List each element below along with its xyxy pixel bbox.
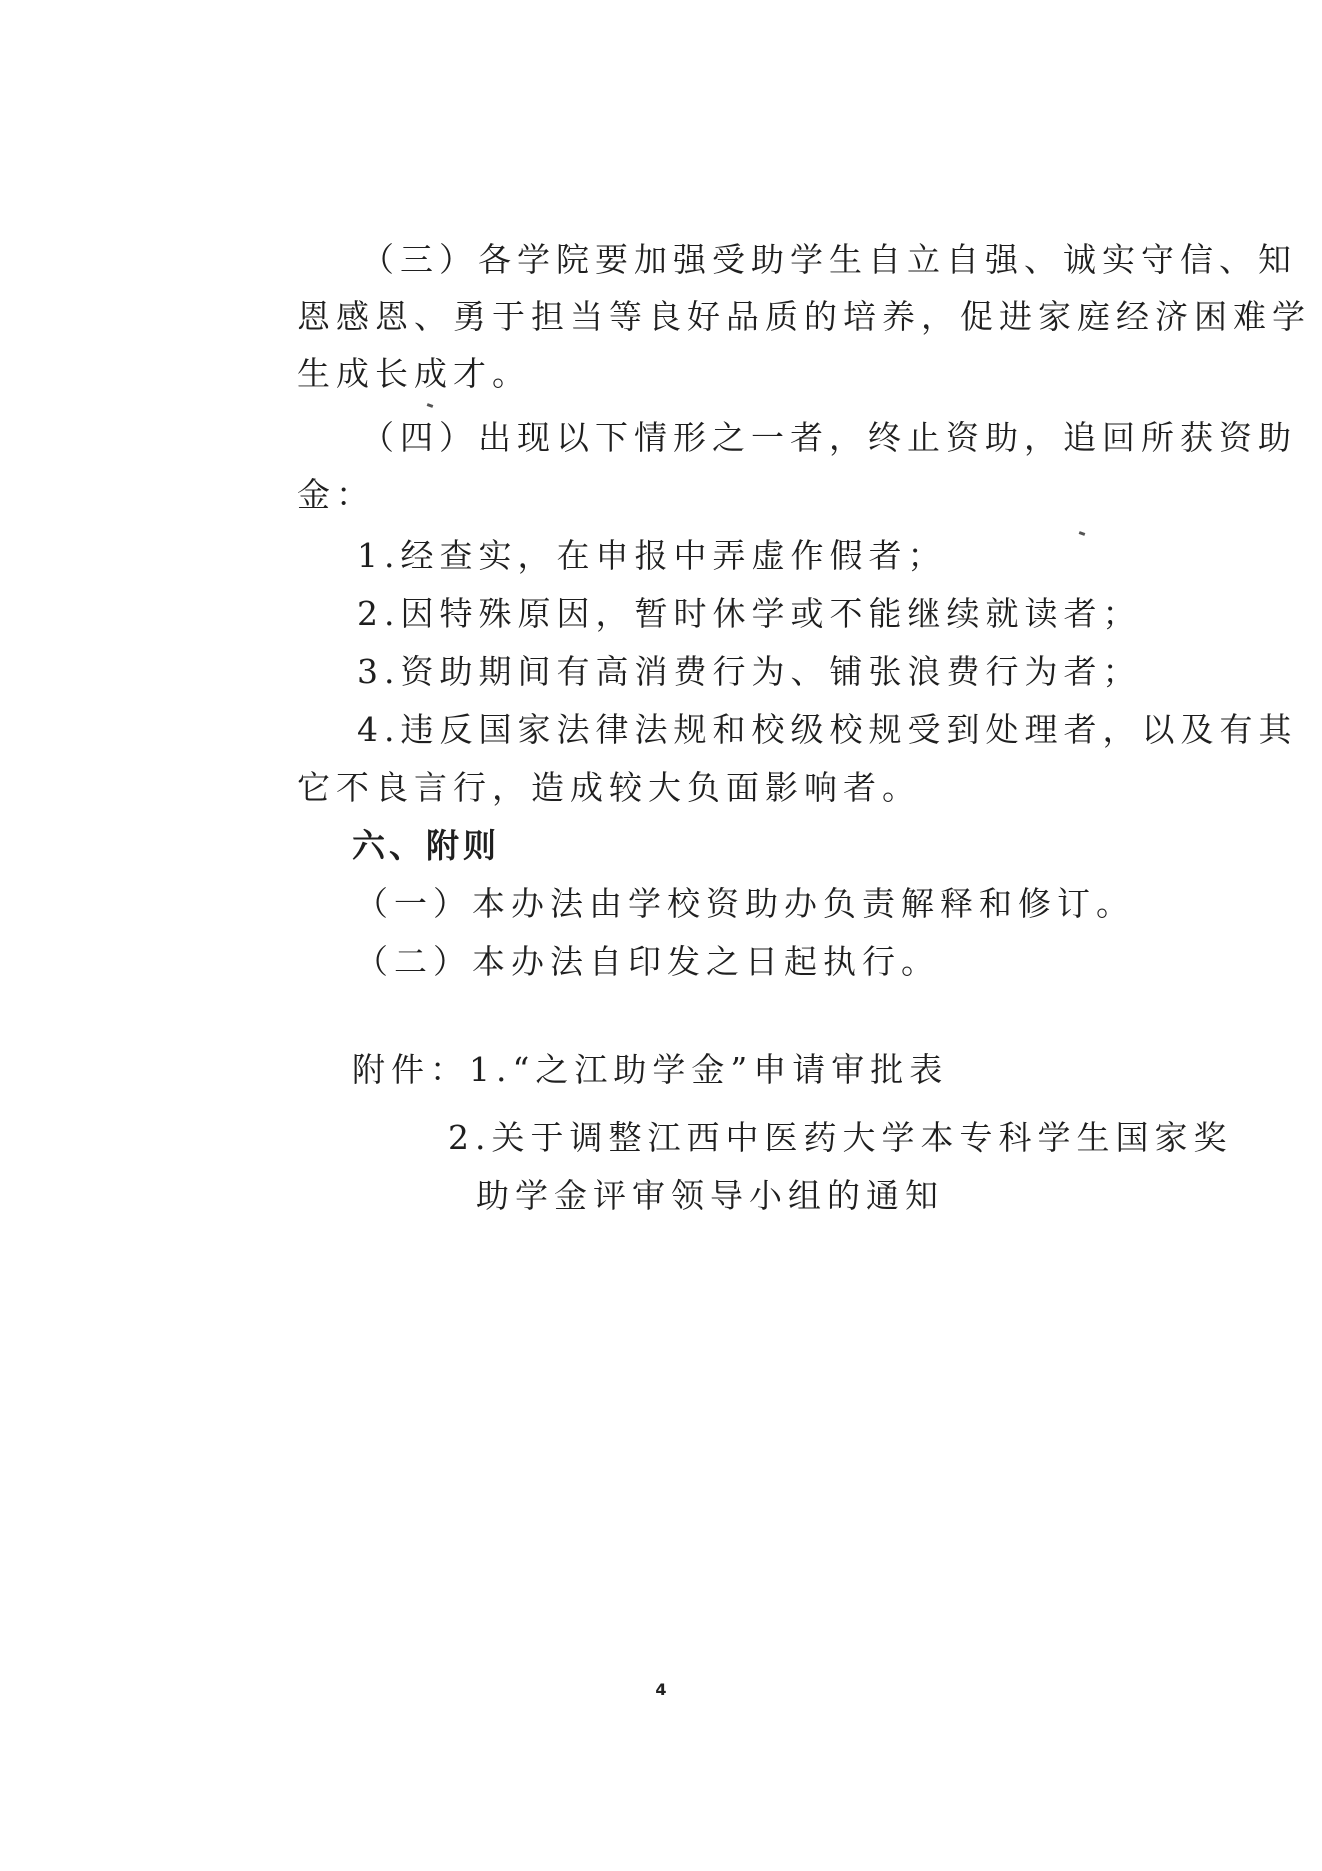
page-number: 4 bbox=[655, 1680, 667, 1699]
section-6-heading: 六、附则 bbox=[352, 826, 500, 865]
paragraph-4-line-2: 金： bbox=[297, 475, 375, 514]
paragraph-4-line-1: （四）出现以下情形之一者，终止资助，追回所获资助 bbox=[361, 418, 1297, 457]
list-item-4-line-2: 它不良言行，造成较大负面影响者。 bbox=[297, 768, 921, 807]
attachment-2-line-2: 助学金评审领导小组的通知 bbox=[476, 1176, 944, 1215]
paragraph-3-line-2: 恩感恩、勇于担当等良好品质的培养，促进家庭经济困难学 bbox=[297, 297, 1311, 336]
section-6-clause-1: （一）本办法由学校资助办负责解释和修订。 bbox=[355, 884, 1135, 923]
scan-speck bbox=[1079, 531, 1086, 536]
attachment-2-line-1: 2.关于调整江西中医药大学本专科学生国家奖 bbox=[448, 1118, 1233, 1157]
section-6-clause-2: （二）本办法自印发之日起执行。 bbox=[355, 942, 940, 981]
scan-speck bbox=[427, 403, 434, 408]
list-item-4-line-1: 4.违反国家法律法规和校级校规受到处理者，以及有其 bbox=[357, 710, 1298, 749]
list-item-1: 1.经查实，在申报中弄虚作假者； bbox=[357, 536, 947, 575]
paragraph-3-line-1: （三）各学院要加强受助学生自立自强、诚实守信、知 bbox=[361, 240, 1297, 279]
attachment-list-first: 附件：1.“之江助学金”申请审批表 bbox=[352, 1050, 949, 1089]
list-item-2: 2.因特殊原因，暂时休学或不能继续就读者； bbox=[357, 594, 1142, 633]
list-item-3: 3.资助期间有高消费行为、铺张浪费行为者； bbox=[357, 652, 1142, 691]
paragraph-3-line-3: 生成长成才。 bbox=[297, 354, 531, 393]
